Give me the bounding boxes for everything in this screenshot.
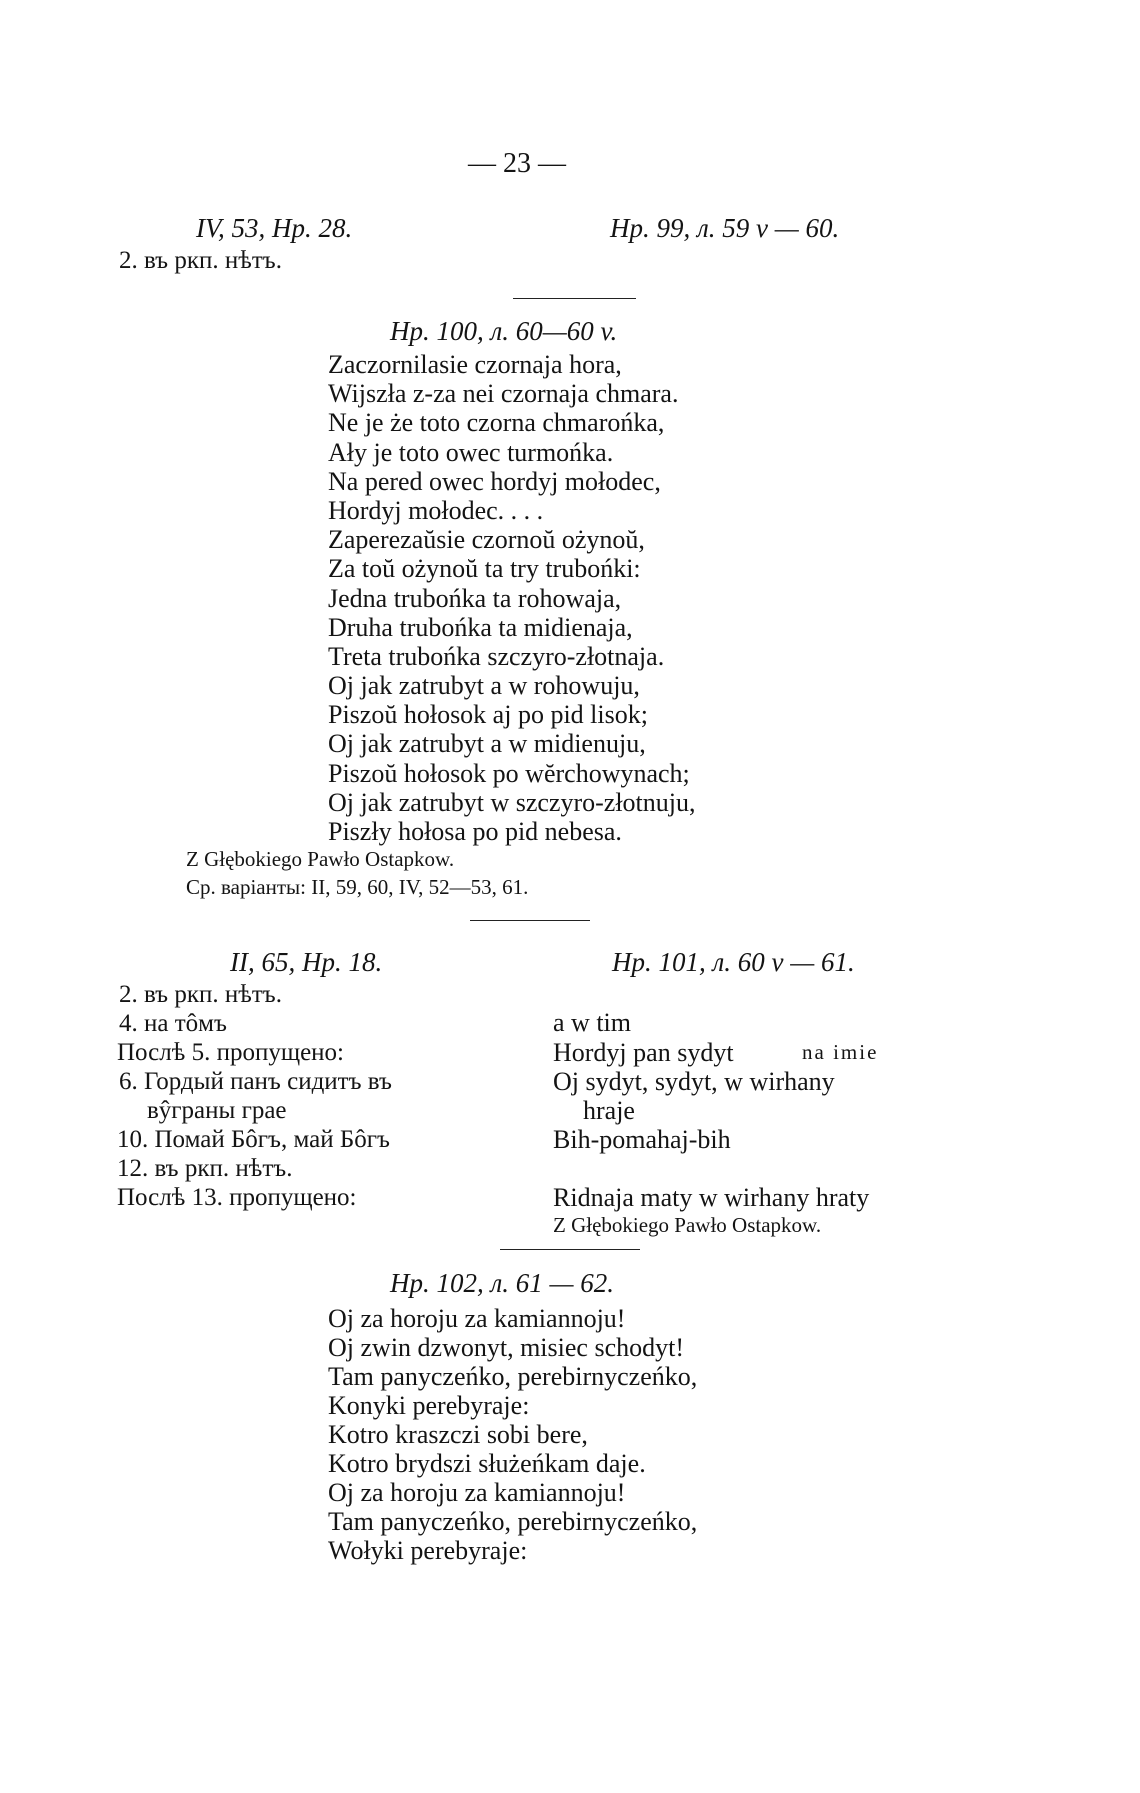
note-line: Послѣ 5. пропущено: bbox=[117, 1039, 345, 1066]
verse-line: Oj zwin dzwonyt, misiec schodyt! bbox=[328, 1333, 684, 1362]
section-101-text-3: Oj sydyt, sydyt, w wirhany bbox=[553, 1067, 835, 1096]
verse-line: Wijszła z-za nei czornaja chmara. bbox=[328, 379, 679, 409]
note-line: вŷграны грае bbox=[147, 1097, 287, 1124]
verse-line: Piszoŭ hołosok po wĕrchowynach; bbox=[328, 758, 690, 788]
section-101-text-1: a w tim bbox=[553, 1008, 631, 1037]
top-left-reference: IV, 53, Нр. 28. bbox=[196, 213, 353, 243]
note-line: Послѣ 13. пропущено: bbox=[117, 1184, 357, 1211]
verse-line: Tam panyczeńko, perebirnyczeńko, bbox=[328, 1507, 698, 1536]
poem-100-source: Z Głębokiego Pawło Ostapkow. bbox=[186, 847, 455, 871]
verse-line: Druha trubońka ta midienaja, bbox=[328, 612, 633, 642]
poem-102-reference: Нр. 102, л. 61 — 62. bbox=[390, 1268, 615, 1298]
verse-line: Piszoŭ hołosok aj po pid lisok; bbox=[328, 700, 648, 730]
poem-100-verses bbox=[328, 350, 696, 846]
section-101-text-4: hraje bbox=[583, 1096, 635, 1125]
section-101-left-reference: II, 65, Нр. 18. bbox=[230, 947, 383, 977]
verse-line: Piszły hołosa po pid nebesa. bbox=[328, 817, 622, 846]
note-line: 4. на тôмъ bbox=[119, 1010, 227, 1037]
page-number: — 23 — bbox=[468, 148, 566, 179]
poem-100-variants: Ср. варіанты: II, 59, 60, IV, 52—53, 61. bbox=[186, 875, 529, 899]
top-left-note: 2. въ ркп. нѣтъ. bbox=[119, 247, 282, 274]
verse-line: Kotro brydszi służeńkam daje. bbox=[328, 1449, 646, 1478]
poem-100-reference: Нр. 100, л. 60—60 v. bbox=[390, 316, 618, 346]
section-101-text-6: Ridnaja maty w wirhany hraty bbox=[553, 1183, 870, 1212]
section-101-text-5: Bih-pomahaj-bih bbox=[553, 1125, 731, 1154]
verse-line: Ały je toto owec turmońka. bbox=[328, 437, 614, 467]
verse-line: Za toŭ ożynoŭ ta try trubońki: bbox=[328, 554, 641, 584]
note-line: 2. въ ркп. нѣтъ. bbox=[119, 981, 282, 1008]
section-101-source: Z Głębokiego Pawło Ostapkow. bbox=[553, 1213, 822, 1237]
verse-line: Oj jak zatrubyt w szczyro-złotnuju, bbox=[328, 787, 696, 817]
verse-line: Wołyki perebyraje: bbox=[328, 1536, 528, 1565]
top-right-reference: Нр. 99, л. 59 v — 60. bbox=[610, 213, 840, 243]
note-line: 10. Помай Бôгъ, май Бôгъ bbox=[117, 1126, 390, 1153]
verse-line: Tam panyczeńko, perebirnyczeńko, bbox=[328, 1362, 698, 1391]
divider-1 bbox=[513, 298, 636, 299]
note-line: 12. въ ркп. нѣтъ. bbox=[117, 1155, 293, 1182]
verse-line: Zaczornilasie czornaja hora, bbox=[328, 350, 622, 379]
verse-line: Oj za horoju za kamiannoju! bbox=[328, 1478, 626, 1507]
divider-3 bbox=[500, 1249, 640, 1250]
verse-line: Oj za horoju za kamiannoju! bbox=[328, 1304, 626, 1333]
divider-2 bbox=[470, 920, 590, 921]
verse-line: Ne je że toto czorna chmarońka, bbox=[328, 408, 665, 438]
verse-line: Zaperezaŭsie czornoŭ ożynoŭ, bbox=[328, 525, 645, 555]
section-101-text-2b: na imie bbox=[802, 1040, 879, 1064]
poem-102-verses bbox=[328, 1304, 697, 1565]
verse-line: Na pered owec hordyj mołodec, bbox=[328, 466, 661, 496]
verse-line: Jedna trubońka ta rohowaja, bbox=[328, 583, 622, 613]
section-101-text-2: Hordyj pan sydyt bbox=[553, 1038, 734, 1067]
verse-line: Treta trubońka szczyro-złotnaja. bbox=[328, 641, 665, 671]
verse-line: Oj jak zatrubyt a w rohowuju, bbox=[328, 671, 640, 701]
section-101-left-notes bbox=[119, 980, 392, 1212]
verse-line: Oj jak zatrubyt a w midienuju, bbox=[328, 729, 646, 759]
verse-line: Konyki perebyraje: bbox=[328, 1391, 530, 1420]
verse-line: Kotro kraszczi sobi bere, bbox=[328, 1420, 588, 1449]
section-101-right-reference: Нр. 101, л. 60 v — 61. bbox=[612, 947, 855, 977]
note-line: 6. Гордый панъ сидитъ въ bbox=[119, 1068, 392, 1095]
verse-line: Hordyj mołodec. . . . bbox=[328, 495, 544, 525]
